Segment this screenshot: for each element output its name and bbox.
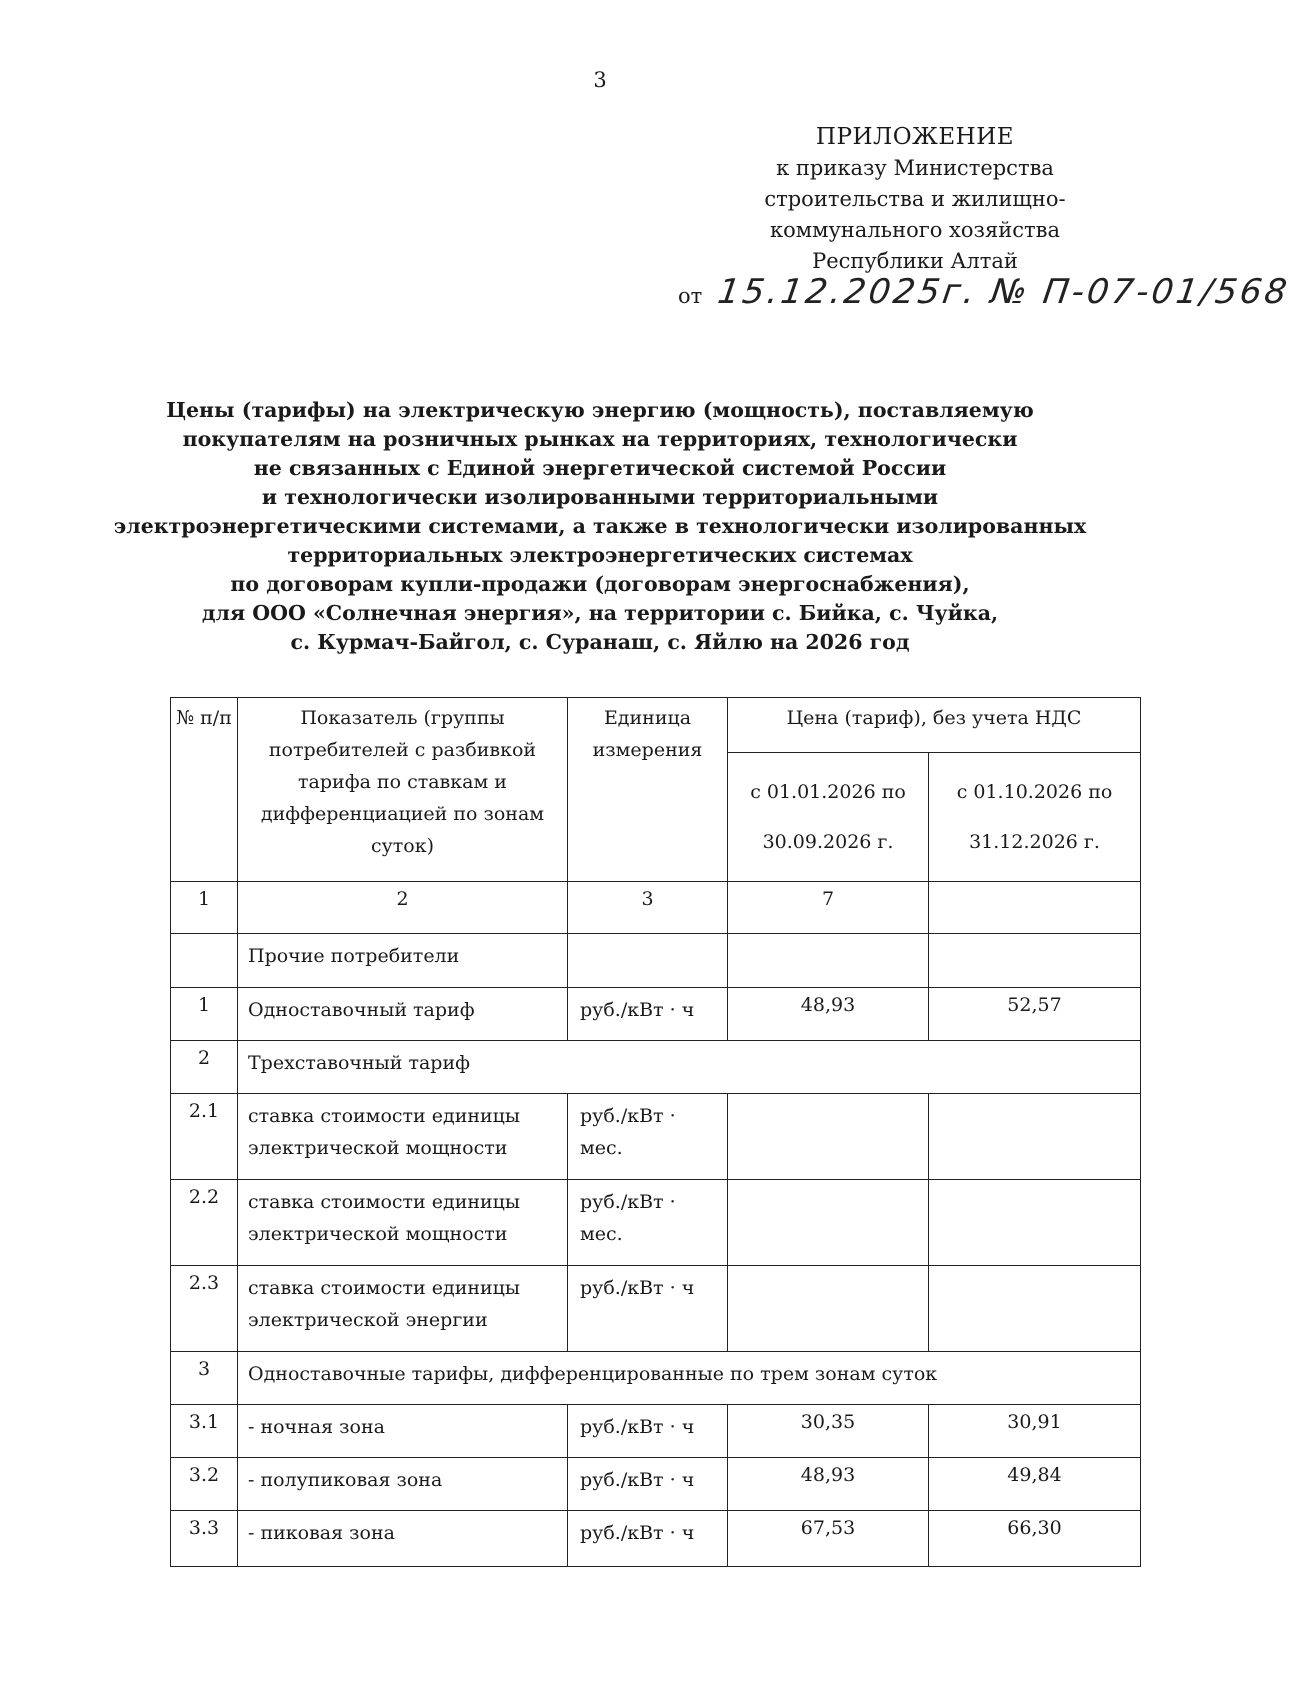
col-number: 1 bbox=[171, 882, 238, 934]
row-num: 2 bbox=[171, 1041, 238, 1094]
period-2-start: с 01.10.2026 по bbox=[956, 781, 1113, 803]
appendix-line: Республики Алтай bbox=[812, 249, 1018, 273]
row-indicator: - полупиковая зона bbox=[238, 1458, 568, 1511]
col-number bbox=[929, 882, 1141, 934]
title-line: Цены (тарифы) на электрическую энергию (мощность), поставляемую bbox=[166, 398, 1034, 422]
appendix-line: строительства и жилищно- bbox=[764, 187, 1066, 211]
row-price-period-2: 52,57 bbox=[929, 988, 1141, 1041]
table-row bbox=[171, 1180, 1141, 1266]
row-num: 3.2 bbox=[171, 1458, 238, 1511]
row-price-period-2: 49,84 bbox=[929, 1458, 1141, 1511]
table-row bbox=[171, 1511, 1141, 1567]
row-section-title: Одноставочные тарифы, дифференцированные по трем зонам суток bbox=[238, 1352, 1141, 1405]
col-number: 3 bbox=[568, 882, 728, 934]
period-1-start: с 01.01.2026 по bbox=[750, 781, 906, 803]
table-row bbox=[171, 1458, 1141, 1511]
header-period-2 bbox=[929, 753, 1141, 882]
row-price-period-1: 48,93 bbox=[728, 988, 929, 1041]
period-1-end: 30.09.2026 г. bbox=[762, 831, 894, 853]
row-indicator: - пиковая зона bbox=[238, 1511, 568, 1567]
col-number: 7 bbox=[728, 882, 929, 934]
title-line: электроэнергетическими системами, а также в технологически изолированных bbox=[113, 514, 1087, 538]
row-num: 2.3 bbox=[171, 1266, 238, 1352]
appendix-block bbox=[740, 122, 1090, 277]
row-price-period-1: 30,35 bbox=[728, 1405, 929, 1458]
row-indicator: ставка стоимости единицы электрической мощности bbox=[238, 1094, 568, 1180]
row-unit: руб./кВт · ч bbox=[568, 1458, 728, 1511]
row-indicator: ставка стоимости единицы электрической энергии bbox=[238, 1266, 568, 1352]
row-indicator: ставка стоимости единицы электрической мощности bbox=[238, 1180, 568, 1266]
title-line: территориальных электроэнергетических системах bbox=[287, 543, 913, 567]
row-indicator: Одноставочный тариф bbox=[238, 988, 568, 1041]
title-line: покупателям на розничных рынках на территориях, технологически bbox=[182, 427, 1018, 451]
table-row bbox=[171, 934, 1141, 988]
col-number: 2 bbox=[238, 882, 568, 934]
column-number-row bbox=[171, 882, 1141, 934]
title-line: не связанных с Единой энергетической системой России bbox=[253, 456, 947, 480]
tariff-table bbox=[170, 697, 1141, 1567]
appendix-title: ПРИЛОЖЕНИЕ bbox=[815, 124, 1015, 150]
table-row bbox=[171, 1094, 1141, 1180]
row-price-period-2 bbox=[929, 934, 1141, 988]
row-price-period-2 bbox=[929, 1094, 1141, 1180]
header-price: Цена (тариф), без учета НДС bbox=[728, 698, 1141, 753]
row-unit: руб./кВт · мес. bbox=[568, 1180, 728, 1266]
row-section-title: Трехставочный тариф bbox=[238, 1041, 1141, 1094]
row-price-period-2: 66,30 bbox=[929, 1511, 1141, 1567]
row-unit: руб./кВт · ч bbox=[568, 1511, 728, 1567]
row-indicator: Прочие потребители bbox=[238, 934, 568, 988]
row-unit bbox=[568, 934, 728, 988]
row-unit: руб./кВт · ч bbox=[568, 1266, 728, 1352]
header-unit: Единица измерения bbox=[568, 698, 728, 882]
row-price-period-1: 67,53 bbox=[728, 1511, 929, 1567]
table-section-row bbox=[171, 1041, 1141, 1094]
appendix-line: коммунального хозяйства bbox=[770, 218, 1060, 242]
row-num: 1 bbox=[171, 988, 238, 1041]
row-price-period-1: 48,93 bbox=[728, 1458, 929, 1511]
row-price-period-1 bbox=[728, 1180, 929, 1266]
title-line: по договорам купли-продажи (договорам энергоснабжения), bbox=[230, 572, 970, 596]
table-row bbox=[171, 1405, 1141, 1458]
order-handwritten-number: 15.12.2025г. № П-07-01/568 bbox=[715, 272, 1292, 312]
row-unit: руб./кВт · мес. bbox=[568, 1094, 728, 1180]
row-price-period-1 bbox=[728, 1266, 929, 1352]
header-period-1 bbox=[728, 753, 929, 882]
row-unit: руб./кВт · ч bbox=[568, 1405, 728, 1458]
row-num: 2.2 bbox=[171, 1180, 238, 1266]
title-line: для ООО «Солнечная энергия», на территории с. Бийка, с. Чуйка, bbox=[201, 601, 999, 625]
row-price-period-2 bbox=[929, 1180, 1141, 1266]
document-title bbox=[110, 396, 1090, 657]
title-line: и технологически изолированными территориальными bbox=[261, 485, 939, 509]
table-row bbox=[171, 988, 1141, 1041]
table-header-row bbox=[171, 698, 1141, 753]
title-line: с. Курмач-Байгол, с. Суранаш, с. Яйлю на 2026 год bbox=[290, 630, 910, 654]
row-unit: руб./кВт · ч bbox=[568, 988, 728, 1041]
row-num bbox=[171, 934, 238, 988]
order-reference bbox=[678, 272, 1292, 322]
row-price-period-2 bbox=[929, 1266, 1141, 1352]
row-num: 3.3 bbox=[171, 1511, 238, 1567]
appendix-line: к приказу Министерства bbox=[776, 156, 1054, 180]
row-price-period-1 bbox=[728, 934, 929, 988]
header-indicator: Показатель (группы потребителей с разбивкой тарифа по ставкам и дифференциацией по зонам суток) bbox=[238, 698, 568, 882]
table-row bbox=[171, 1266, 1141, 1352]
row-num: 3.1 bbox=[171, 1405, 238, 1458]
row-num: 3 bbox=[171, 1352, 238, 1405]
header-num: № п/п bbox=[171, 698, 238, 882]
row-price-period-1 bbox=[728, 1094, 929, 1180]
order-prefix: от bbox=[678, 284, 703, 308]
row-indicator: - ночная зона bbox=[238, 1405, 568, 1458]
table-section-row bbox=[171, 1352, 1141, 1405]
row-num: 2.1 bbox=[171, 1094, 238, 1180]
page-number: 3 bbox=[593, 68, 607, 92]
row-price-period-2: 30,91 bbox=[929, 1405, 1141, 1458]
period-2-end: 31.12.2026 г. bbox=[969, 831, 1100, 853]
